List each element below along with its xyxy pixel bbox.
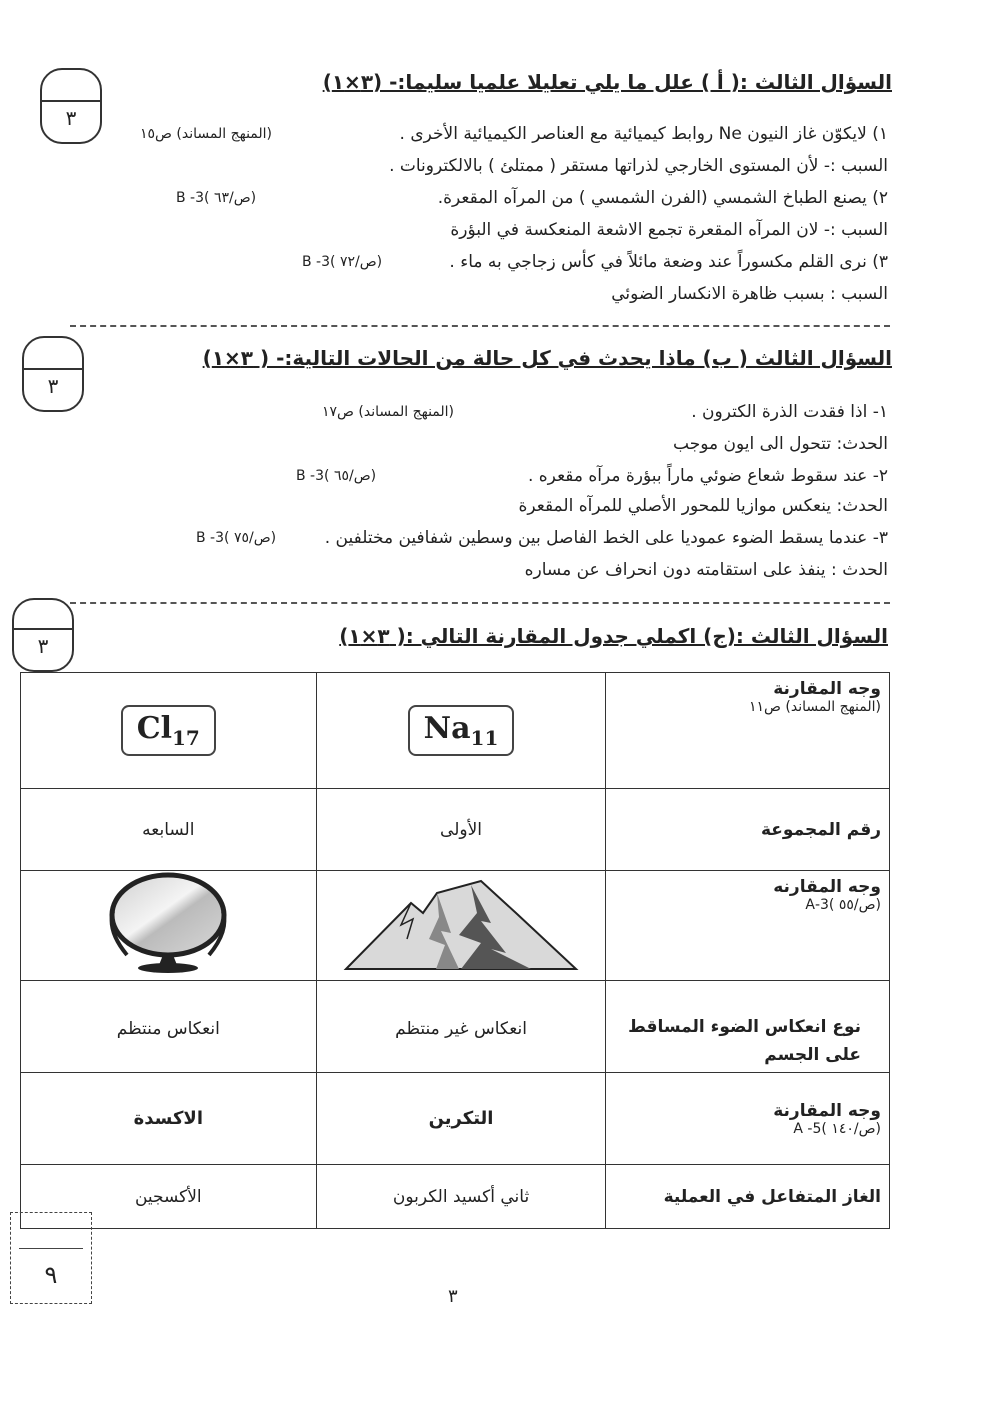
section-b-line-3: ٢- عند سقوط شعاع ضوئي ماراً ببؤرة مرآه مقعره . xyxy=(527,466,888,486)
row1-sub: (المنهج المساند) ص١١ xyxy=(748,699,881,715)
row2-col2: السابعه xyxy=(21,789,317,871)
chlorine-symbol-box xyxy=(121,705,216,756)
section-a-ref-2: (ص/٦٣ )3- B xyxy=(176,190,257,206)
section-a-line-1: ١) لايكوّن غاز النيون Ne روابط كيميائية مع العناصر الكيميائية الأخرى . xyxy=(399,124,888,144)
page-number: ٣ xyxy=(448,1286,458,1307)
sodium-symbol: Na xyxy=(423,711,471,746)
section-a-line-6: السبب : بسبب ظاهرة الانكسار الضوئي xyxy=(611,284,888,304)
score-b: ٣ xyxy=(47,374,59,398)
comparison-table xyxy=(20,672,890,1229)
cell-mountain xyxy=(316,871,606,981)
table-row xyxy=(21,1073,890,1165)
score-box-c xyxy=(12,598,74,672)
row6-col2: الأكسجين xyxy=(21,1165,317,1229)
mountain-icon xyxy=(341,873,581,973)
row3-sub: (ص/٥٥ )3-A xyxy=(805,897,881,913)
section-b-ref-1: (المنهج المساند) ص١٧ xyxy=(322,404,455,420)
section-a-line-5: ٣) نرى القلم مكسوراً عند وضعة مائلاً في كأس زجاجي به ماء . xyxy=(449,252,888,272)
row4-label: نوع انعكاس الضوء المساقط على الجسم xyxy=(606,981,890,1073)
cell-mirror xyxy=(21,871,317,981)
score-box-b xyxy=(22,336,84,412)
score-box-a xyxy=(40,68,102,144)
cell-na xyxy=(316,673,606,789)
row1-label: وجه المقارنة xyxy=(773,679,881,699)
table-row xyxy=(21,981,890,1073)
row5-col1: التكرين xyxy=(316,1073,606,1165)
cell-cl xyxy=(21,673,317,789)
divider-1 xyxy=(70,325,890,327)
row1-label-cell xyxy=(606,673,890,789)
section-b-line-6: الحدث : ينفذ على استقامته دون انحراف عن مساره xyxy=(524,560,888,580)
mirror-icon xyxy=(93,871,243,975)
row4-col2: انعكاس منتظم xyxy=(21,981,317,1073)
sodium-symbol-box xyxy=(408,705,515,756)
row5-sub: (ص/١٤٠ )5- A xyxy=(793,1120,881,1137)
section-b-ref-2: (ص/٦٥ )3- B xyxy=(296,468,377,484)
chlorine-number: 17 xyxy=(172,726,200,750)
table-row xyxy=(21,871,890,981)
row6-label: الغاز المتفاعل في العملية xyxy=(606,1165,890,1229)
section-b-line-4: الحدث: ينعكس موازيا للمحور الأصلي للمرآه المقعرة xyxy=(518,496,888,516)
section-a-ref-3: (ص/٧٢ )3- B xyxy=(302,254,383,270)
table-row xyxy=(21,789,890,871)
section-a-line-2: السبب :- لأن المستوى الخارجي لذراتها مستقر ( ممتلئ ) بالالكترونات . xyxy=(389,156,888,176)
score-a: ٣ xyxy=(65,106,77,130)
total-score: ٩ xyxy=(44,1261,58,1289)
section-b-ref-3: (ص/٧٥ )3- B xyxy=(196,530,277,546)
section-b-heading: السؤال الثالث ( ب) ماذا يحدث في كل حالة من الحالات التالية:- ( ٣×١) xyxy=(202,346,892,370)
total-score-box xyxy=(10,1212,92,1304)
row5-label: وجه المقارنة xyxy=(773,1100,881,1121)
row3-label-cell xyxy=(606,871,890,981)
table-row xyxy=(21,1165,890,1229)
chlorine-symbol: Cl xyxy=(136,711,173,746)
sodium-number: 11 xyxy=(470,726,499,750)
section-b-line-2: الحدث: تتحول الى ايون موجب xyxy=(673,434,888,454)
row5-col2: الاكسدة xyxy=(21,1073,317,1165)
section-b-line-5: ٣- عندما يسقط الضوء عموديا على الخط الفاصل بين وسطين شفافين مختلفين . xyxy=(324,528,888,548)
section-a-line-4: السبب :- لان المرآه المقعرة تجمع الاشعة المنعكسة في البؤرة xyxy=(450,220,888,240)
row4-col1: انعكاس غير منتظم xyxy=(316,981,606,1073)
row3-label: وجه المقارنه xyxy=(773,877,881,897)
row2-col1: الأولى xyxy=(316,789,606,871)
row6-col1: ثاني أكسيد الكربون xyxy=(316,1165,606,1229)
table-row xyxy=(21,673,890,789)
section-a-heading: السؤال الثالث :( أ ) علل ما يلي تعليلا علميا سليما:- (٣×١) xyxy=(322,70,892,94)
score-c: ٣ xyxy=(37,634,49,658)
row5-label-cell xyxy=(606,1073,890,1165)
row2-label: رقم المجموعة xyxy=(606,789,890,871)
divider-2 xyxy=(70,602,890,604)
section-b-line-1: ١- اذا فقدت الذرة الكترون . xyxy=(691,402,888,422)
section-a-ref-1: (المنهج المساند) ص١٥ xyxy=(140,126,273,142)
section-c-heading: السؤال الثالث :(ج) اكملي جدول المقارنة التالي :( ٣×١) xyxy=(339,624,888,648)
section-a-line-3: ٢) يصنع الطباخ الشمسي (الفرن الشمسي ) من المرآه المقعرة. xyxy=(437,188,888,208)
